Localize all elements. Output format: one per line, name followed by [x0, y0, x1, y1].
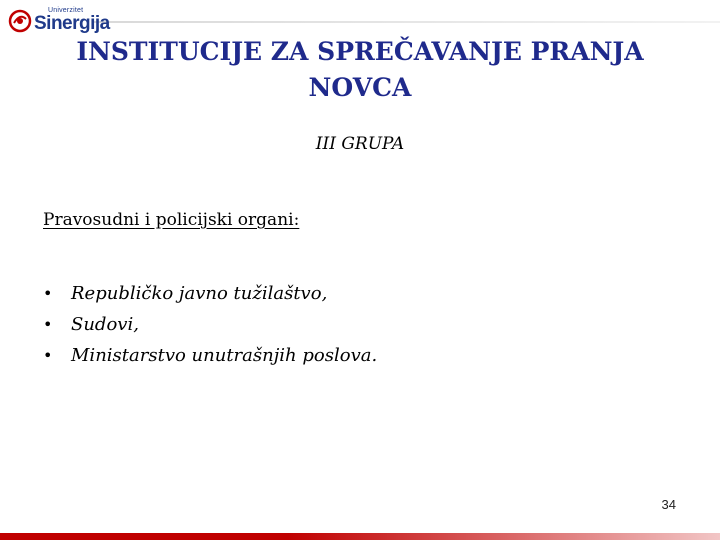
sinergija-logo-icon	[8, 9, 32, 33]
slide-title: INSTITUCIJE ZA SPREČAVANJE PRANJA NOVCA	[76, 37, 644, 102]
list-item-text: Ministarstvo unutrašnjih poslova.	[71, 345, 378, 366]
bullet-icon: •	[43, 346, 53, 365]
list-item	[43, 278, 377, 309]
bullet-icon: •	[43, 315, 53, 334]
university-logo	[8, 7, 110, 35]
section-heading: Pravosudni i policijski organi:	[43, 210, 300, 230]
list-item-text: Republičko javno tužilaštvo,	[71, 283, 328, 304]
list-item-text: Sudovi,	[71, 314, 139, 335]
header-divider	[92, 21, 720, 23]
bullet-list	[43, 278, 377, 371]
list-item	[43, 309, 377, 340]
list-item	[43, 340, 377, 371]
slide-subtitle: III GRUPA	[315, 134, 405, 154]
logo-brand-name: Sinergija	[34, 13, 110, 34]
footer-bar	[0, 533, 720, 540]
page-number: 34	[661, 497, 676, 512]
logo-subtext: Univerzitet	[48, 7, 84, 14]
bullet-icon: •	[43, 284, 53, 303]
logo-text	[34, 7, 110, 35]
